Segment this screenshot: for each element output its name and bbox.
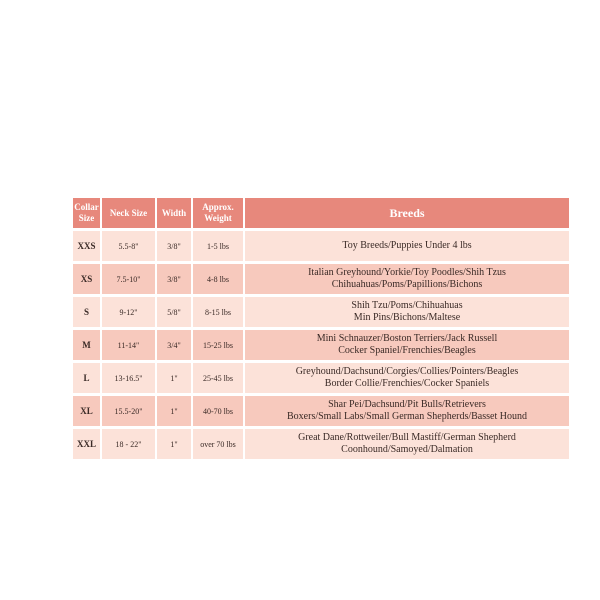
table-row <box>73 429 569 459</box>
neck-size-cell: 15.5-20" <box>102 396 157 426</box>
breeds-line-1: Greyhound/Dachsund/Corgies/Collies/Pointers/Beagles <box>295 366 519 377</box>
breeds-line-2: Boxers/Small Labs/Small German Shepherds/Basset Hound <box>287 411 527 422</box>
collar-size-cell: S <box>73 297 102 327</box>
weight-cell: over 70 lbs <box>193 429 245 459</box>
collar-size-cell: XXS <box>73 231 102 261</box>
header-width: Width <box>157 198 193 228</box>
collar-size-cell: XL <box>73 396 102 426</box>
header-row <box>73 198 569 228</box>
neck-size-cell: 18 - 22" <box>102 429 157 459</box>
breeds-line-2: Border Collie/Frenchies/Cocker Spaniels <box>324 378 490 389</box>
breeds-line-1: Shih Tzu/Poms/Chihuahuas <box>351 300 463 311</box>
neck-size-cell: 11-14" <box>102 330 157 360</box>
breeds-line-1: Italian Greyhound/Yorkie/Toy Poodles/Shih Tzus <box>308 267 506 278</box>
header-approx-weight: Approx. Weight <box>193 198 245 228</box>
neck-size-cell: 9-12" <box>102 297 157 327</box>
header-collar-size: Collar Size <box>73 198 102 228</box>
neck-size-cell: 13-16.5" <box>102 363 157 393</box>
header-breeds: Breeds <box>245 198 569 228</box>
breeds-line-1: Mini Schnauzer/Boston Terriers/Jack Russell <box>316 333 498 344</box>
breeds-cell <box>245 297 569 327</box>
neck-size-cell: 5.5-8" <box>102 231 157 261</box>
collar-size-chart-table <box>73 195 569 462</box>
breeds-cell <box>245 363 569 393</box>
collar-size-cell: XXL <box>73 429 102 459</box>
weight-cell: 8-15 lbs <box>193 297 245 327</box>
table-row <box>73 231 569 261</box>
width-cell: 5/8" <box>157 297 193 327</box>
weight-cell: 40-70 lbs <box>193 396 245 426</box>
neck-size-cell: 7.5-10" <box>102 264 157 294</box>
weight-cell: 1-5 lbs <box>193 231 245 261</box>
width-cell: 1" <box>157 363 193 393</box>
breeds-cell <box>245 330 569 360</box>
breeds-line-2: Cocker Spaniel/Frenchies/Beagles <box>338 345 476 356</box>
weight-cell: 15-25 lbs <box>193 330 245 360</box>
collar-size-cell: M <box>73 330 102 360</box>
width-cell: 1" <box>157 396 193 426</box>
collar-size-cell: L <box>73 363 102 393</box>
breeds-line-1: Great Dane/Rottweiler/Bull Mastiff/German Shepherd <box>298 432 516 443</box>
table-row <box>73 396 569 426</box>
table-row <box>73 330 569 360</box>
width-cell: 3/8" <box>157 231 193 261</box>
breeds-line-2: Coonhound/Samoyed/Dalmation <box>341 444 473 455</box>
breeds-cell <box>245 429 569 459</box>
width-cell: 3/4" <box>157 330 193 360</box>
table-row <box>73 264 569 294</box>
table-row <box>73 297 569 327</box>
breeds-cell <box>245 231 569 261</box>
width-cell: 3/8" <box>157 264 193 294</box>
breeds-line-1: Shar Pei/Dachsund/Pit Bulls/Retrievers <box>328 399 486 410</box>
weight-cell: 4-8 lbs <box>193 264 245 294</box>
breeds-line-1: Toy Breeds/Puppies Under 4 lbs <box>342 240 472 251</box>
width-cell: 1" <box>157 429 193 459</box>
table-row <box>73 363 569 393</box>
header-neck-size: Neck Size <box>102 198 157 228</box>
breeds-cell <box>245 264 569 294</box>
breeds-cell <box>245 396 569 426</box>
collar-size-cell: XS <box>73 264 102 294</box>
breeds-line-2: Min Pins/Bichons/Maltese <box>353 312 461 323</box>
breeds-line-2: Chihuahuas/Poms/Papillions/Bichons <box>331 279 483 290</box>
weight-cell: 25-45 lbs <box>193 363 245 393</box>
